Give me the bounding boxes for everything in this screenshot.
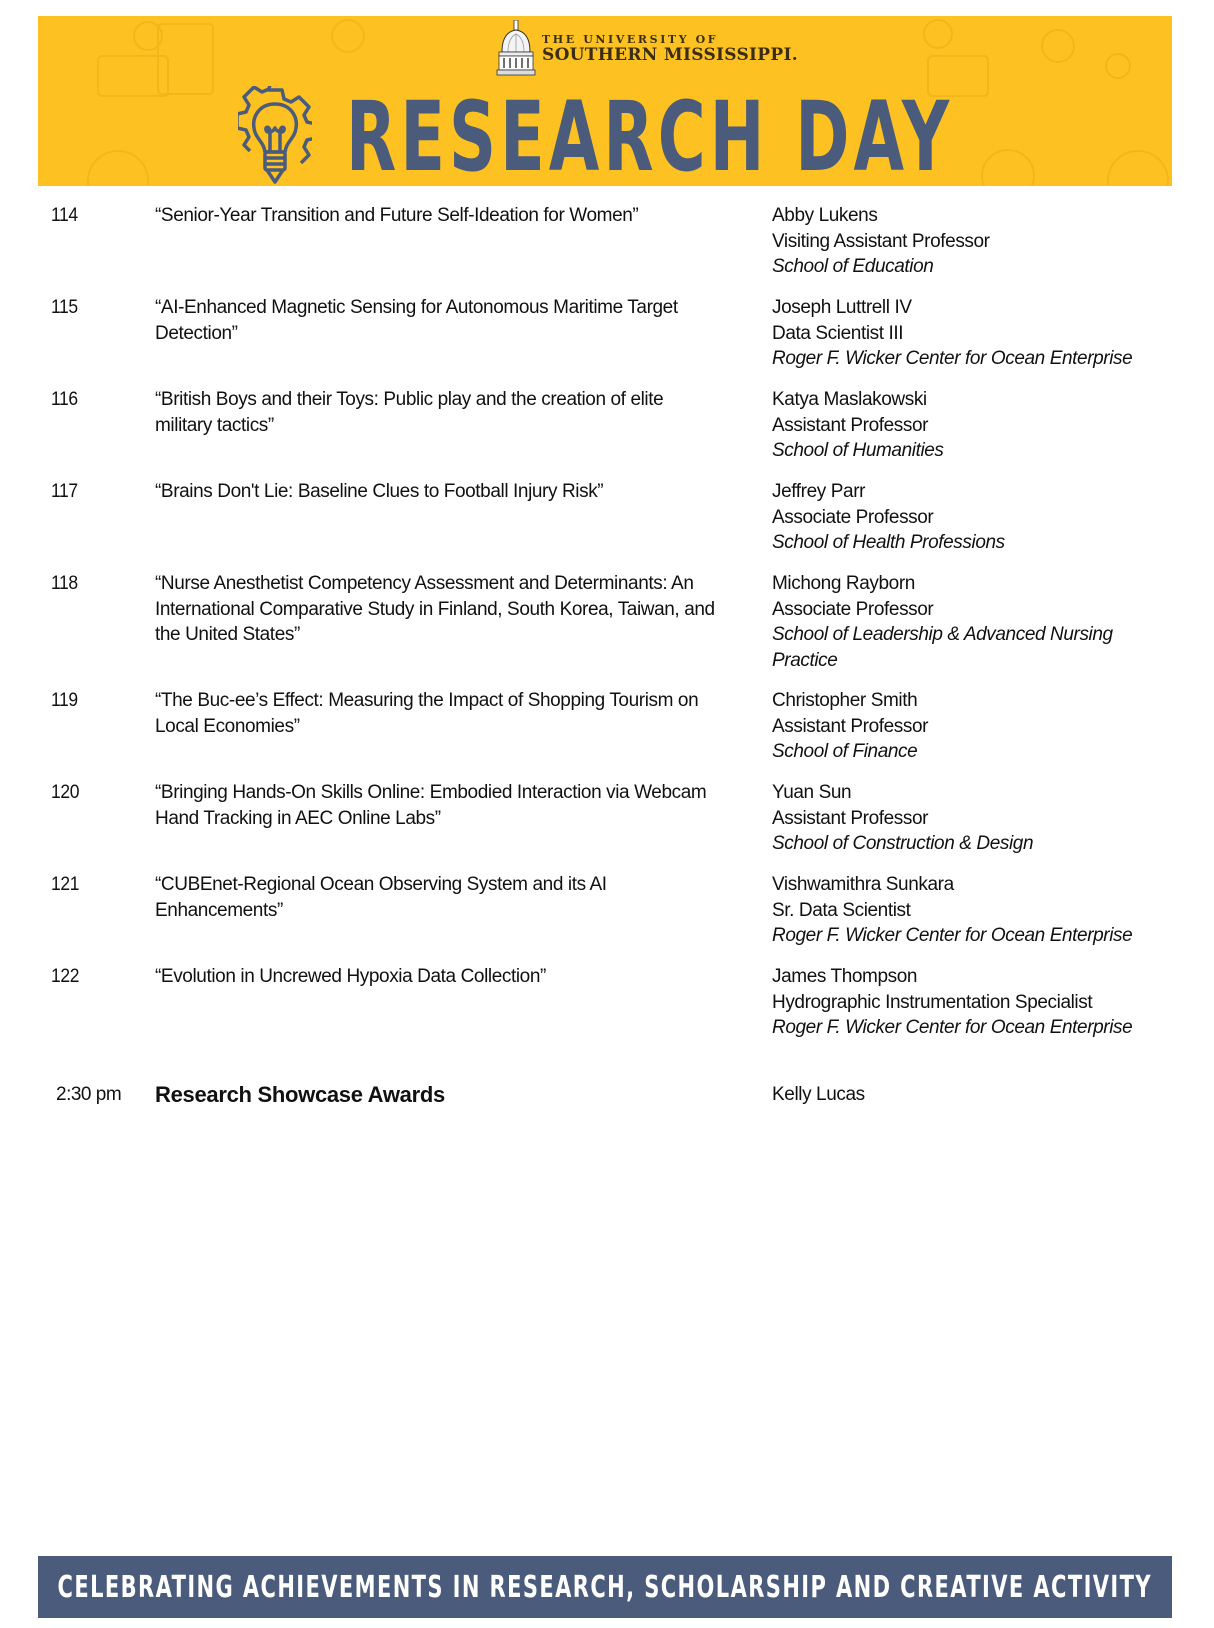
presentation-title-line: “Brains Don't Lie: Baseline Clues to Football Injury Risk” — [155, 481, 604, 502]
presentation-title-line: Hand Tracking in AEC Online Labs” — [155, 807, 441, 829]
presentation-number: 120 — [51, 782, 80, 803]
presentation-title-line: “Nurse Anesthetist Competency Assessment and Determinants: An — [155, 573, 694, 594]
presentation-number: 114 — [51, 205, 78, 226]
presentation-title-line: International Comparative Study in Finland, South Korea, Taiwan, and — [155, 598, 715, 620]
presentation-number: 121 — [51, 874, 80, 895]
session-time: 2:30 pm — [56, 1084, 122, 1105]
presenter-name: Christopher Smith — [772, 690, 918, 711]
presentation-title-line: “Bringing Hands-On Skills Online: Embodied Interaction via Webcam — [155, 782, 707, 803]
presentation-title — [155, 688, 745, 739]
presenter-position: Associate Professor — [772, 506, 934, 528]
presentation-title — [155, 571, 745, 648]
university-logo — [496, 20, 798, 76]
presentation-title-line: “CUBEnet-Regional Ocean Observing System and its AI — [155, 874, 607, 895]
session-host: Kelly Lucas — [772, 1084, 865, 1105]
presenter-position: Associate Professor — [772, 598, 934, 620]
presentation-title-line: “Evolution in Uncrewed Hypoxia Data Collection” — [155, 966, 546, 987]
presenter-position: Sr. Data Scientist — [772, 899, 911, 921]
presentation-title-line: Detection” — [155, 322, 238, 344]
presenter-name: Yuan Sun — [772, 782, 852, 803]
presentation-title — [155, 964, 745, 990]
presenter-affiliation: School of Humanities — [772, 440, 944, 461]
presenter-affiliation: School of Finance — [772, 741, 918, 762]
presentation-title — [155, 479, 745, 505]
dome-icon — [496, 20, 536, 76]
footer-banner — [38, 1556, 1172, 1618]
footer-tagline: CELEBRATING ACHIEVEMENTS IN RESEARCH, SCHOLARSHIP AND CREATIVE ACTIVITY — [57, 1569, 1153, 1605]
presentation-title-line: military tactics” — [155, 414, 274, 436]
presenter-info — [772, 780, 1192, 857]
lightbulb-gear-icon — [238, 86, 312, 186]
logo-line-1: THE UNIVERSITY OF — [542, 32, 719, 46]
presentation-title — [155, 387, 745, 438]
presenter-name: Katya Maslakowski — [772, 389, 927, 410]
presenter-affiliation: Roger F. Wicker Center for Ocean Enterprise — [772, 348, 1133, 369]
presenter-position: Hydrographic Instrumentation Specialist — [772, 991, 1093, 1013]
presenter-affiliation: School of Leadership & Advanced Nursing Practice — [772, 624, 1113, 671]
presenter-name: Vishwamithra Sunkara — [772, 874, 954, 895]
presentation-title — [155, 295, 745, 346]
presenter-affiliation: Roger F. Wicker Center for Ocean Enterprise — [772, 1017, 1133, 1038]
presenter-position: Assistant Professor — [772, 807, 929, 829]
presentation-number: 117 — [51, 481, 78, 502]
session-title: Research Showcase Awards — [155, 1082, 445, 1107]
presentation-number: 116 — [51, 389, 78, 410]
presentation-title-line: Local Economies” — [155, 715, 300, 737]
presenter-position: Assistant Professor — [772, 715, 929, 737]
presentation-title — [155, 203, 745, 229]
presentation-title-line: “Senior-Year Transition and Future Self-Ideation for Women” — [155, 205, 639, 226]
presenter-info — [772, 295, 1192, 372]
presentation-number: 115 — [51, 297, 78, 318]
presenter-info — [772, 203, 1192, 280]
presentation-title — [155, 872, 745, 923]
presenter-position: Assistant Professor — [772, 414, 929, 436]
presenter-affiliation: School of Construction & Design — [772, 833, 1034, 854]
presenter-name: Abby Lukens — [772, 205, 878, 226]
presentation-number: 118 — [51, 573, 78, 594]
presenter-info — [772, 387, 1192, 464]
presentation-title-line: the United States” — [155, 624, 300, 645]
research-day-banner — [38, 16, 1172, 186]
logo-line-2: SOUTHERN MISSISSIPPI. — [542, 44, 798, 65]
presentation-title-line: Enhancements” — [155, 899, 283, 921]
presenter-name: Joseph Luttrell IV — [772, 297, 912, 318]
presenter-position: Visiting Assistant Professor — [772, 230, 990, 252]
presenter-affiliation: Roger F. Wicker Center for Ocean Enterprise — [772, 925, 1133, 946]
presentation-title-line: “AI-Enhanced Magnetic Sensing for Autonomous Maritime Target — [155, 297, 678, 318]
page-title: RESEARCH DAY — [346, 81, 954, 186]
presenter-info — [772, 872, 1192, 949]
presentation-title-line: “British Boys and their Toys: Public play and the creation of elite — [155, 389, 664, 410]
presenter-name: James Thompson — [772, 966, 918, 987]
presenter-position: Data Scientist III — [772, 322, 904, 344]
presenter-info — [772, 688, 1192, 765]
presenter-name: Michong Rayborn — [772, 573, 915, 594]
presenter-info — [772, 571, 1192, 673]
presentation-title-line: “The Buc-ee’s Effect: Measuring the Impact of Shopping Tourism on — [155, 690, 699, 711]
presentation-title — [155, 780, 745, 831]
presenter-name: Jeffrey Parr — [772, 481, 866, 502]
presentation-number: 122 — [51, 966, 80, 987]
presenter-info — [772, 964, 1192, 1041]
presentation-number: 119 — [51, 690, 78, 711]
presenter-info — [772, 479, 1192, 556]
presenter-affiliation: School of Health Professions — [772, 532, 1005, 553]
presenter-affiliation: School of Education — [772, 256, 934, 277]
